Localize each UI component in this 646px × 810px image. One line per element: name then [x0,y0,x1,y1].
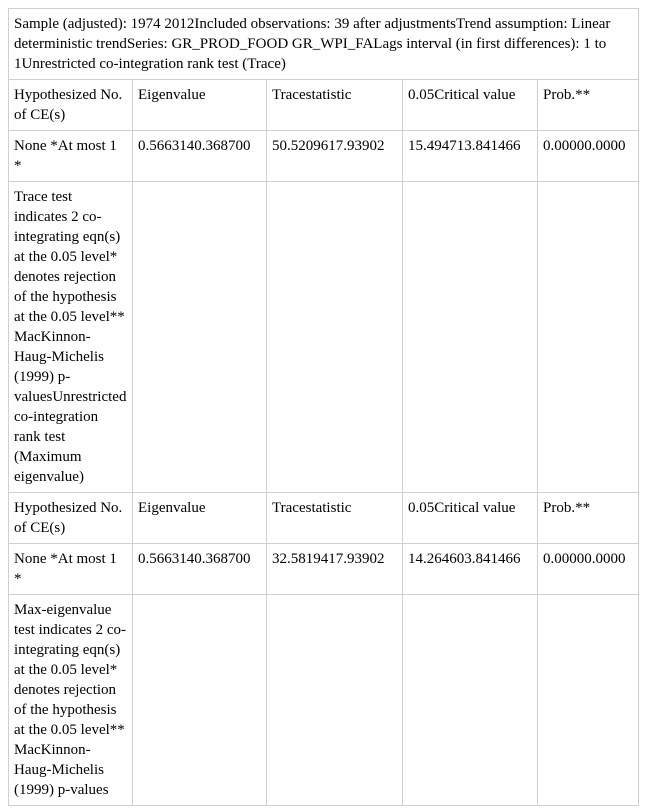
data-cell-eigenvalue: 0.5663140.368700 [133,544,267,595]
header-cell-critical-value: 0.05Critical value [403,80,538,131]
header-cell-trace-statistic: Tracestatistic [267,80,403,131]
header-cell-hypothesized: Hypothesized No. of CE(s) [9,80,133,131]
sample-info-row [9,9,639,80]
trace-note-row [9,182,639,493]
trace-data-row [9,131,639,182]
empty-cell [133,182,267,493]
data-cell-eigenvalue: 0.5663140.368700 [133,131,267,182]
data-cell-maxeigen-statistic: 32.5819417.93902 [267,544,403,595]
trace-header-row [9,80,639,131]
empty-cell [267,182,403,493]
data-cell-hypothesized: None *At most 1 * [9,544,133,595]
header-cell-critical-value: 0.05Critical value [403,493,538,544]
cointegration-rank-test-table [8,8,639,806]
maxeigen-note-cell: Max-eigenvalue test indicates 2 co-integrating eqn(s) at the 0.05 level* denotes rejection of the hypothesis at the 0.05 level** MacKinnon-Haug-Michelis (1999) p-values [9,595,133,806]
empty-cell [538,182,639,493]
data-cell-critical-value: 15.494713.841466 [403,131,538,182]
header-cell-hypothesized: Hypothesized No. of CE(s) [9,493,133,544]
data-cell-prob: 0.00000.0000 [538,131,639,182]
empty-cell [267,595,403,806]
header-cell-prob: Prob.** [538,493,639,544]
header-cell-trace-statistic: Tracestatistic [267,493,403,544]
header-cell-prob: Prob.** [538,80,639,131]
maxeigen-data-row [9,544,639,595]
empty-cell [403,595,538,806]
header-cell-eigenvalue: Eigenvalue [133,80,267,131]
document-page [8,8,638,806]
empty-cell [538,595,639,806]
trace-note-cell: Trace test indicates 2 co-integrating eqn(s) at the 0.05 level* denotes rejection of the hypothesis at the 0.05 level** MacKinnon-Haug-Michelis (1999) p-valuesUnrestricted co-integration rank test (Maximum eigenvalue) [9,182,133,493]
sample-info-cell: Sample (adjusted): 1974 2012Included observations: 39 after adjustmentsTrend assumption: Linear deterministic trendSeries: GR_PROD_FOOD GR_WPI_FALags interval (in first differences): 1 to 1Unrestricted co-integration rank test (Trace) [9,9,639,80]
data-cell-critical-value: 14.264603.841466 [403,544,538,595]
maxeigen-note-row [9,595,639,806]
data-cell-hypothesized: None *At most 1 * [9,131,133,182]
data-cell-trace-statistic: 50.5209617.93902 [267,131,403,182]
header-cell-eigenvalue: Eigenvalue [133,493,267,544]
maxeigen-header-row [9,493,639,544]
empty-cell [133,595,267,806]
data-cell-prob: 0.00000.0000 [538,544,639,595]
empty-cell [403,182,538,493]
